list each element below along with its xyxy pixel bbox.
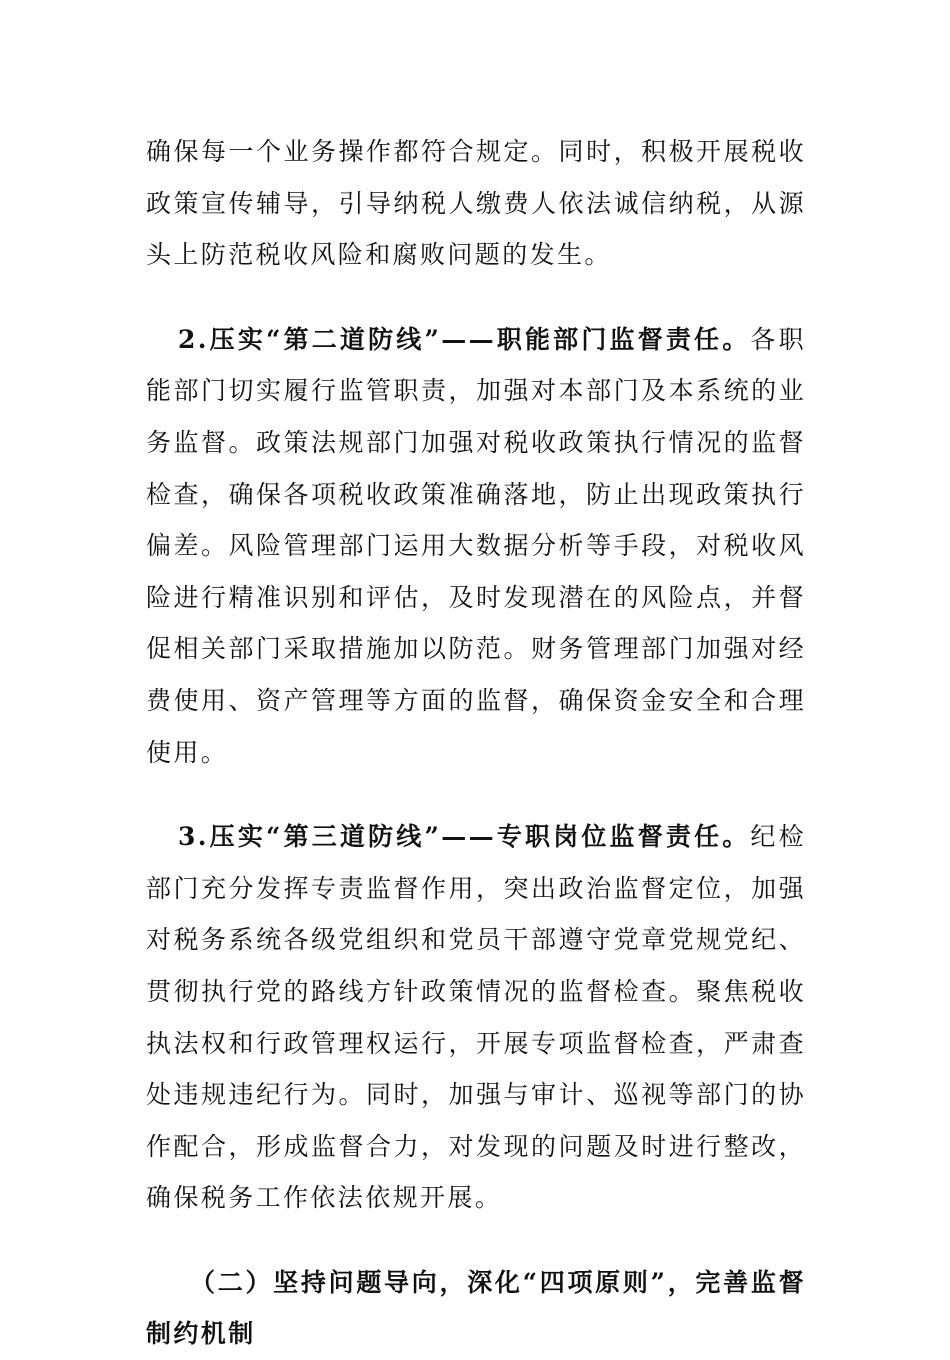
section-heading: （二）坚持问题导向，深化“四项原则”，完善监督制约机制 [146,1267,806,1349]
paragraph-body-text: 纪检部门充分发挥专责监督作用，突出政治监督定位，加强对税务系统各级党组织和党员干部遵守党章党规党纪、贯彻执行党的路线方针政策情况的监督检查。聚焦税收执法权和行政管理权运行，开展专项监督检查，严肃查处违规违纪行为。同时，加强与审计、巡视等部门的协作配合，形成监督合力，对发现的问题及时进行整改，确保税务工作依法依规开展。 [146,822,806,1213]
paragraph-third-line-of-defense [146,811,806,1224]
paragraph-gap [146,778,806,811]
paragraph-gap [146,1224,806,1257]
paragraph-lead-heading: 3.压实“第三道防线”——专职岗位监督责任。 [178,822,751,852]
paragraph-continuation: 确保每一个业务操作都符合规定。同时，积极开展税收政策宣传辅导，引导纳税人缴费人依法诚信纳税，从源头上防范税收风险和腐败问题的发生。 [146,137,806,270]
paragraph-lead-heading: 2.压实“第二道防线”——职能部门监督责任。 [178,324,751,354]
paragraph-second-line-of-defense [146,314,806,778]
document-body [146,126,806,1360]
paragraph-body-text: 各职能部门切实履行监管职责，加强对本部门及本系统的业务监督。政策法规部门加强对税收政策执行情况的监督检查，确保各项税收政策准确落地，防止出现政策执行偏差。风险管理部门运用大数据分析等手段，对税收风险进行精准识别和评估，及时发现潜在的风险点，并督促相关部门采取措施加以防范。财务管理部门加强对经费使用、资产管理等方面的监督，确保资金安全和合理使用。 [146,324,806,767]
paragraph-gap [146,281,806,314]
